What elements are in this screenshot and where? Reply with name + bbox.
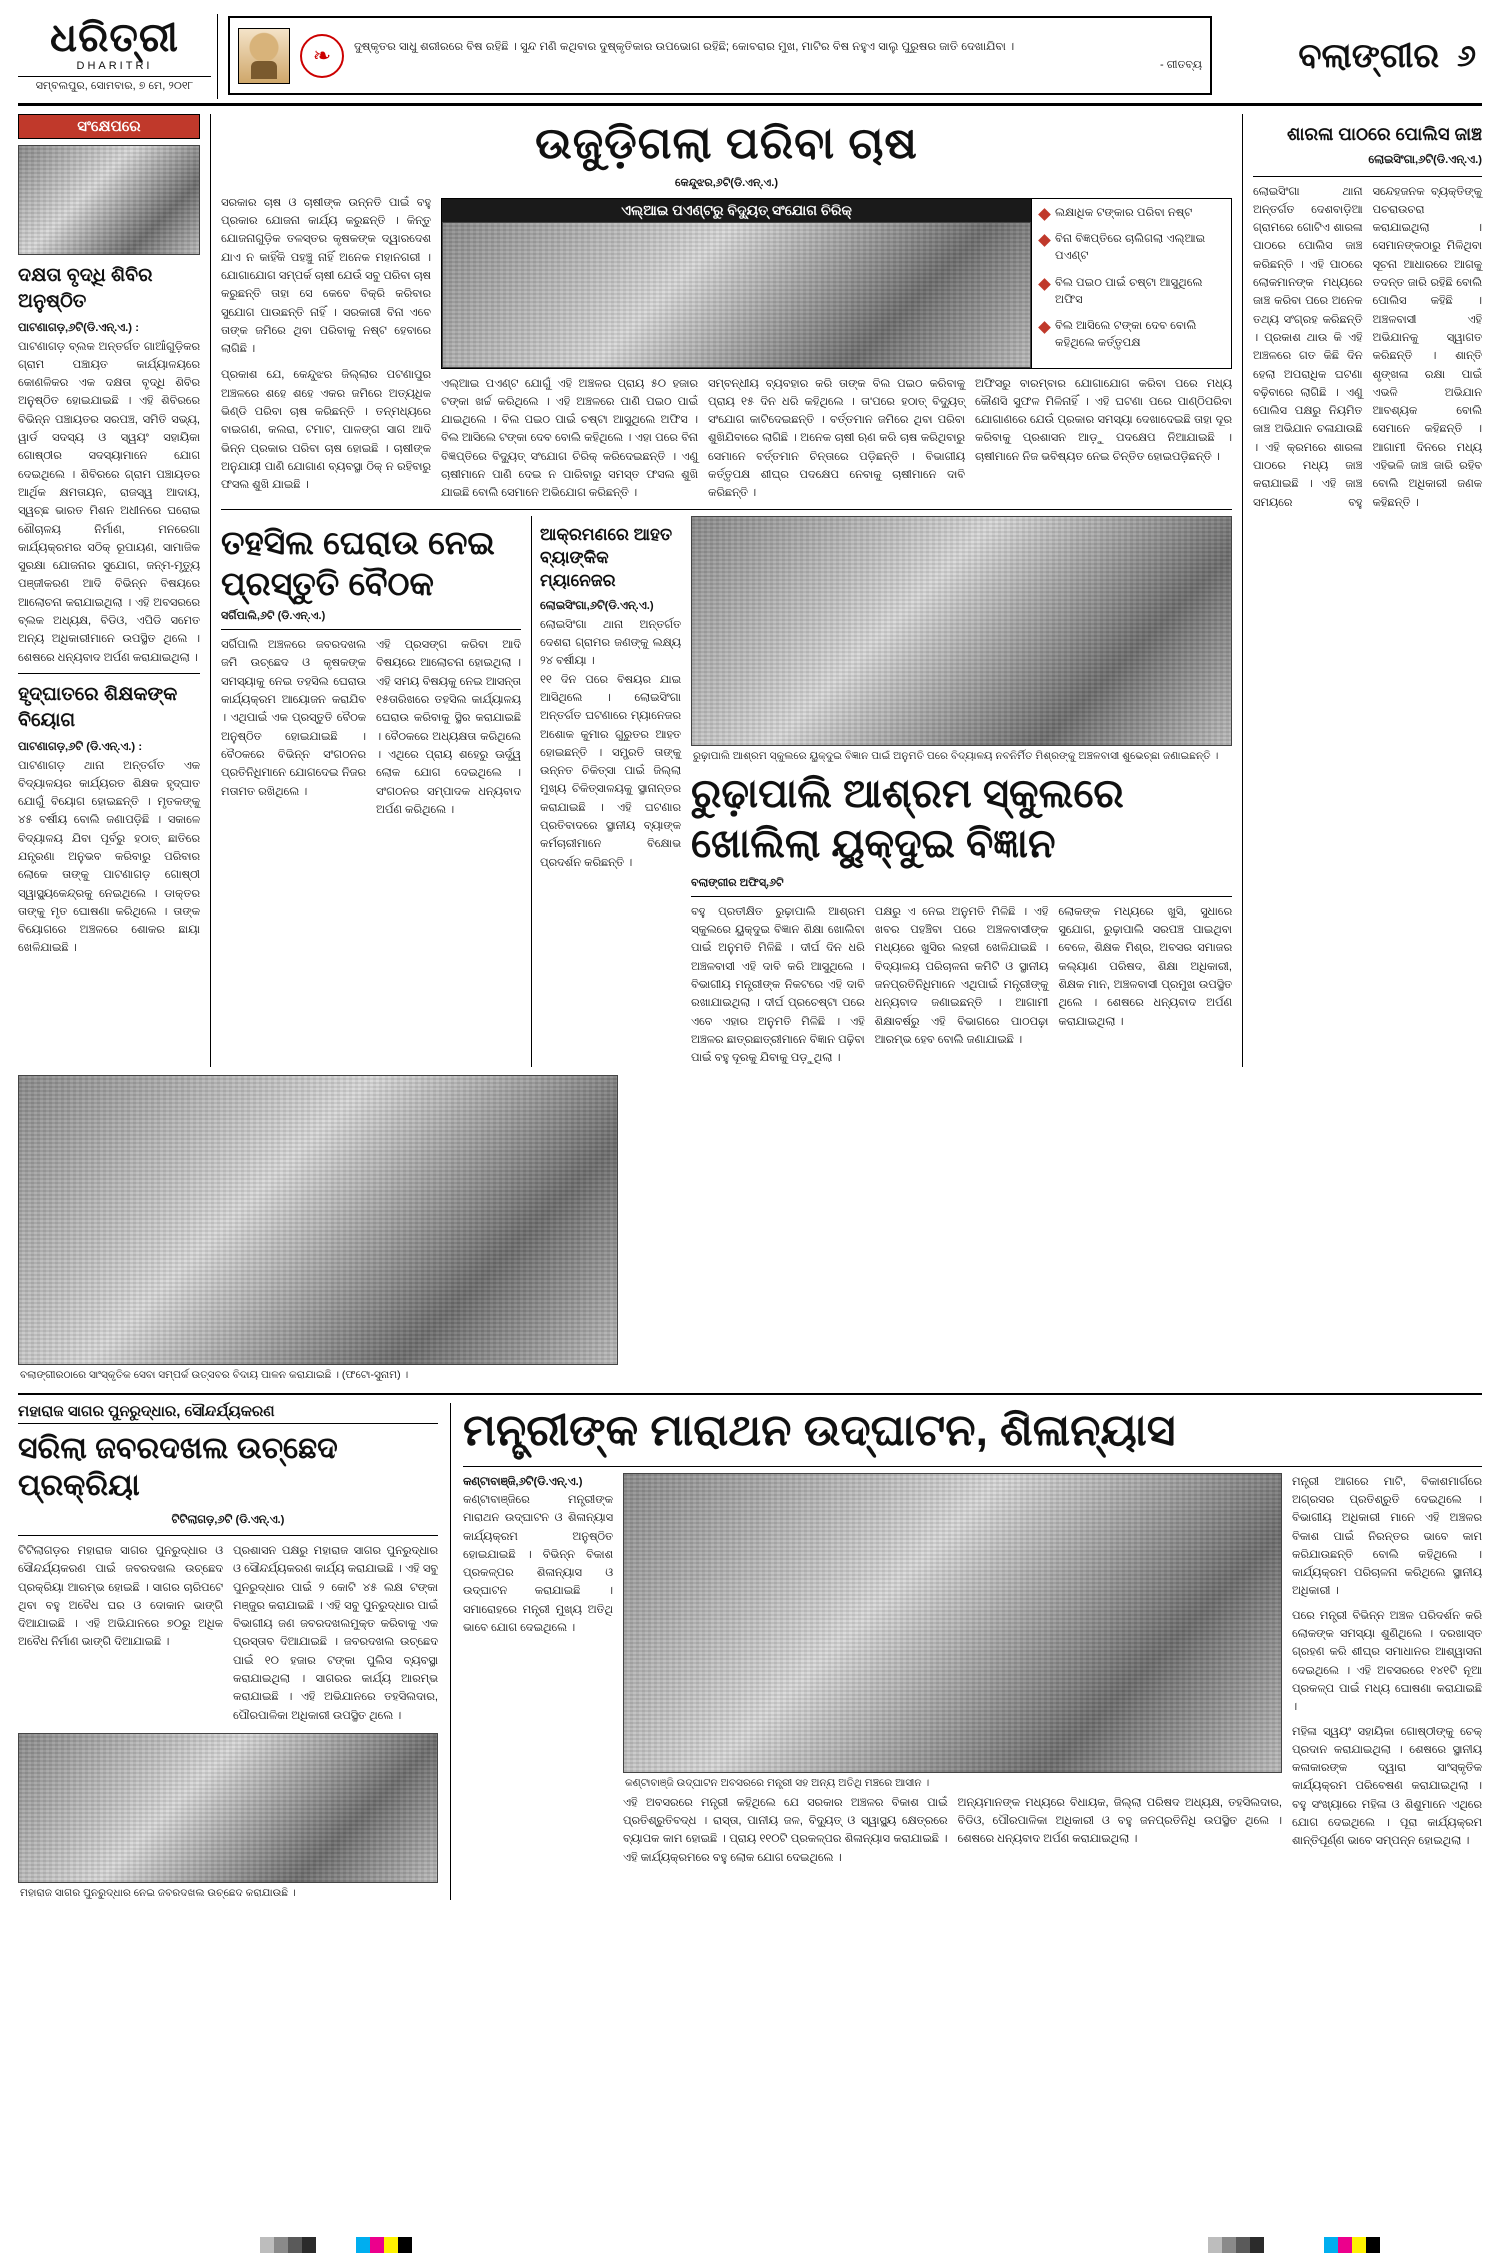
tehsil-headline: ତହସିଲ ଘେରାଉ ନେଇ ପ୍ରସ୍ତୁତି ବୈଠକ xyxy=(221,523,495,602)
school-body-1: ବହୁ ପ୍ରତୀକ୍ଷିତ ରୁଢ଼ାପାଲି ଆଶ୍ରମ ସ୍କୁଲରେ ୟୁକ୍‌ଦୁଇ ବିଜ୍ଞାନ ଶିକ୍ଷା ଖୋଲିବା ପାଇଁ ଅନୁମତି ମିଳିଛି । ଦୀର୍ଘ ଦିନ ଧରି ଅଞ୍ଚଳବାସୀ ଏହି ଦାବି କରି ଆସୁଥିଲେ । ବିଭାଗୀୟ ମନ୍ତ୍ରୀଙ୍କ ନିକଟରେ ଏହି ଦାବି ରଖାଯାଇଥିଲା । ଦୀର୍ଘ ପ୍ରଚେଷ୍ଟା ପରେ ଏବେ ଏହାର ଅନୁମତି ମିଳିଛି । ଏହି ଅଞ୍ଚଳର ଛାତ୍ରଛାତ୍ରୀମାନେ ବିଜ୍ଞାନ ପଢ଼ିବା ପାଇଁ ବହୁ ଦୂରକୁ ଯିବାକୁ ପଡ଼ୁଥିଲା । xyxy=(691,905,865,1065)
edition-name-block xyxy=(1222,14,1482,99)
attack-headline: ଆକ୍ରମଣରେ ଆହତ ବ୍ୟାଙ୍କିକ ମ୍ୟାନେଜର xyxy=(540,524,673,590)
marathon-right-2: ପରେ ମନ୍ତ୍ରୀ ବିଭିନ୍ନ ଅଞ୍ଚଳ ପରିଦର୍ଶନ କରି ଲୋକଙ୍କ ସମସ୍ୟା ଶୁଣିଥିଲେ । ଦରଖାସ୍ତ ଗ୍ରହଣ କରି ଶୀଘ୍ର ସମାଧାନର ଆଶ୍ୱାସନା ଦେଇଥିଲେ । ଏହି ଅବସରରେ ୧୪୧ଟି ନୂଆ ପ୍ରକଳ୍ପ ପାଇଁ ମଧ୍ୟ ଘୋଷଣା କରାଯାଇଛି । xyxy=(1292,1609,1482,1714)
portrait-icon xyxy=(238,28,290,84)
attack-body-1: ଲୋଇସିଂଗା ଥାନା ଅନ୍ତର୍ଗତ ଦେଶରା ଗ୍ରାମର ଜଣଙ୍କୁ ଲକ୍ଷ୍ୟ ୨୪ ବର୍ଷୀୟା । xyxy=(540,618,681,668)
bullet-diamond-icon xyxy=(1038,208,1051,221)
print-registration-bar xyxy=(0,2237,1500,2253)
police-headline: ଶାରଳା ପାଠରେ ପୋଲିସ ଜାଞ୍ଚ xyxy=(1286,124,1482,144)
briefs-photo xyxy=(18,145,200,255)
marathon-right-1: ମନ୍ତ୍ରୀ ଆଗରେ ମାଟି, ବିକାଶମାର୍ଗରେ ଅଗ୍ରସର ପ୍ରତିଶ୍ରୁତି ଦେଇଥିଲେ । ବିଭାଗୀୟ ଅଧିକାରୀ ମାନେ ଏହି ଅଞ୍ଚଳର ବିକାଶ ପାଇଁ ନିରନ୍ତର ଭାବେ କାମ କରିଯାଉଛନ୍ତି ବୋଲି କହିଥିଲେ । କାର୍ଯ୍ୟକ୍ରମ ପରିଚାଳନା କରିଥିଲେ ସ୍ଥାନୀୟ ଅଧିକାରୀ । xyxy=(1292,1475,1482,1598)
emblem-icon: ❧ xyxy=(300,34,344,78)
sarila-headline: ସରିଲା ଜବରଦଖଲ ଉଚ୍ଛେଦ ପ୍ରକ୍ରିୟା xyxy=(18,1431,338,1503)
logo-oriya-title: ଧରିତ୍ରୀ xyxy=(50,16,179,60)
left-column xyxy=(18,114,200,1067)
brief-1-byline: ପାଟଣାଗଡ଼,୬ଟି(ଡି.ଏନ୍.ଏ.) : xyxy=(18,322,139,335)
marathon-photo-caption: କଣ୍ଟାବାଞ୍ଜି ଉଦ୍‌ଘାଟନ ଅବସରରେ ମନ୍ତ୍ରୀ ସହ ଅନ୍ୟ ଅତିଥି ମଞ୍ଚରେ ଆସୀନ । xyxy=(625,1776,930,1789)
sarila-story xyxy=(18,1403,438,1900)
attack-story xyxy=(531,516,681,1068)
dance-photo-row xyxy=(18,1075,1482,1382)
marathon-right-3: ମହିଳା ସ୍ୱୟଂ ସହାୟିକା ଗୋଷ୍ଠୀଙ୍କୁ ଚେକ୍ ପ୍ରଦାନ କରାଯାଇଥିଲା । ଶେଷରେ ସ୍ଥାନୀୟ କଳାକାରଙ୍କ ଦ୍ୱାରା ସାଂସ୍କୃତିକ କାର୍ଯ୍ୟକ୍ରମ ପରିବେଷଣ କରାଯାଇଥିଲା । ବହୁ ସଂଖ୍ୟାରେ ମହିଳା ଓ ଶିଶୁମାନେ ଏଥିରେ ଯୋଗ ଦେଇଥିଲେ । ପୂରା କାର୍ଯ୍ୟକ୍ରମ ଶାନ୍ତିପୂର୍ଣ୍ଣ ଭାବେ ସମ୍ପନ୍ନ ହୋଇଥିଲା । xyxy=(1292,1725,1482,1848)
lead-photo xyxy=(442,222,1031,368)
sarila-body-1: ଟିଟିଲାଗଡ଼ର ମହାରାଜ ସାଗର ପୁନରୁଦ୍ଧାର ଓ ସୌନ୍ଦର୍ଯ୍ୟକରଣ ପାଇଁ ଜବରଦଖଲ ଉଚ୍ଛେଦ ପ୍ରକ୍ରିୟା ଆରମ୍ଭ ହୋଇଛି । ସାଗର ଚାରିପଟେ ଥିବା ବହୁ ଅବୈଧ ଘର ଓ ଦୋକାନ ଭାଙ୍ଗି ଦିଆଯାଇଛି । ଏହି ଅଭିଯାନରେ ୭୦ରୁ ଅଧିକ ଅବୈଧ ନିର୍ମାଣ ଭାଙ୍ଗି ଦିଆଯାଇଛି । xyxy=(18,1544,223,1649)
list-item xyxy=(1040,318,1225,353)
top-section xyxy=(18,114,1482,1067)
attack-body-2: ୧୧ ଦିନ ପରେ ବିଷୟର ଯାଇ ଆସିଥିଲେ । ଲୋଇସିଂଗା ଅନ୍ତର୍ଗତ ଘଟଣାରେ ମ୍ୟାନେଜର ଅଶୋକ କୁମାର ଗୁରୁତର ଆହତ ହୋଇଛନ୍ତି । ସମ୍ପ୍ରତି ତାଙ୍କୁ ଉନ୍ନତ ଚିକିତ୍ସା ପାଇଁ ଜିଲ୍ଲା ମୁଖ୍ୟ ଚିକିତ୍ସାଳୟକୁ ସ୍ଥାନାନ୍ତର କରାଯାଇଛି । ଏହି ଘଟଣାର ପ୍ରତିବାଦରେ ସ୍ଥାନୀୟ ବ୍ୟାଙ୍କ କର୍ମଚାରୀମାନେ ବିକ୍ଷୋଭ ପ୍ରଦର୍ଶନ କରିଛନ୍ତି । xyxy=(540,673,681,869)
sarila-byline: ଟିଟିଲାଗଡ଼,୬ଟି (ଡି.ଏନ୍.ଏ.) xyxy=(171,1513,285,1526)
bullet-diamond-icon xyxy=(1038,321,1051,334)
quote-box xyxy=(228,16,1212,95)
lead-body-1: ସରକାର ଚାଷ ଓ ଚାଷୀଙ୍କ ଉନ୍ନତି ପାଇଁ ବହୁ ପ୍ରକାର ଯୋଜନା କାର୍ଯ୍ୟ କରୁଛନ୍ତି । କିନ୍ତୁ ଯୋଜନାଗୁଡ଼ିକ ତଳସ୍ତର କୃଷକଙ୍କ ଦ୍ୱାରଦେଶ ଯାଏ ନ କାହିଁକି ପହଞ୍ଚୁ ନାହିଁ ଅନେକ ମହାନଗରୀ । ଯୋଗାଯୋଗ ସମ୍ପର୍କ ଚାଷୀ ଯେଉଁ ସବୁ ପରିବା ଚାଷ କରୁଛନ୍ତି ତାହା ସେ କେବେ ବିକ୍ରି କରିବାର ସୁଯୋଗ ପାଉଛନ୍ତି ନାହିଁ । ସରକାରୀ ବିନା ଏବେ ତାଙ୍କ ଜମିରେ ଥିବା ପରିବାକୁ ନଷ୍ଟ ହେବାରେ ଲାଗିଛି । xyxy=(221,196,431,356)
bullet-text: ବିଲ ପଇଠ ପାଇଁ ଚଷ୍ଟା ଆସୁଥିଲେ ଅଫିସ xyxy=(1055,276,1203,306)
tehsil-body-2: ଏହି ପ୍ରସଙ୍ଗ କରିବା ଆଦି ବିଷୟରେ ଆଲୋଚନା ହୋଇଥିଲା । ଏହି ସମୟ ବିଷୟକୁ ନେଇ ଆସନ୍ତା ୧୫ତାରିଖରେ ତହସିଲ କାର୍ଯ୍ୟାଳୟ ଘେରାଉ କରିବାକୁ ସ୍ଥିର କରାଯାଇଛି । ବୈଠକରେ ଅଧ୍ୟକ୍ଷତା କରିଥିଲେ । ଏଥିରେ ପ୍ରାୟ ଶହେରୁ ଊର୍ଦ୍ଧ୍ୱ ଲୋକ ଯୋଗ ଦେଇଥିଲେ । ସଂଗଠନର ସମ୍ପାଦକ ଧନ୍ୟବାଦ ଅର୍ପଣ କରିଥିଲେ । xyxy=(376,639,521,816)
marathon-story xyxy=(450,1403,1482,1900)
police-body-4: ଶାନ୍ତି ଶୃଙ୍ଖଳା ରକ୍ଷା ପାଇଁ ଏଭଳି ଅଭିଯାନ ଆବଶ୍ୟକ ବୋଲି ସେମାନେ କହିଛନ୍ତି । ଆଗାମୀ ଦିନରେ ମଧ୍ୟ ଏହିଭଳି ଜାଞ୍ଚ ଜାରି ରହିବ ବୋଲି ଅଧିକାରୀ ଜଣକ କହିଛନ୍ତି । xyxy=(1372,350,1483,509)
sarila-body-2: ପ୍ରଶାସନ ପକ୍ଷରୁ ମହାରାଜ ସାଗର ପୁନରୁଦ୍ଧାର ଓ ସୌନ୍ଦର୍ଯ୍ୟକରଣ କାର୍ଯ୍ୟ କରାଯାଇଛି । ଏହି ସବୁ ପୁନରୁଦ୍ଧାର ପାଇଁ ୨ କୋଟି ୪୫ ଲକ୍ଷ ଟଙ୍କା ମଞ୍ଜୁର କରାଯାଇଛି । ଏହି ସବୁ ପୁନରୁଦ୍ଧାର ପାଇଁ ବିଭାଗୀୟ ଜଣ ଜବରଦଖଲମୁକ୍ତ କରିବାକୁ ଏକ ପ୍ରସ୍ତାବ ଦିଆଯାଇଛି । ଜବରଦଖଲ ଉଚ୍ଛେଦ ପାଇଁ ୧୦ ହଜାର ଟଙ୍କା ପୁଲିସ ବ୍ୟବସ୍ଥା କରାଯାଇଥିଲା । ସାଗରର କାର୍ଯ୍ୟ ଆରମ୍ଭ କରାଯାଇଛି । ଏହି ଅଭିଯାନରେ ତହସିଲଦାର, ପୌରପାଳିକା ଅଧିକାରୀ ଉପସ୍ଥିତ ଥିଲେ । xyxy=(233,1544,438,1722)
marathon-headline: ମନ୍ତ୍ରୀଙ୍କ ମାରାଥନ ଉଦ୍‌ଘାଟନ, ଶିଳାନ୍ୟାସ xyxy=(463,1405,1176,1455)
bottom-section xyxy=(18,1403,1482,1900)
attack-byline: ଲୋଇସିଂଗା,୬ଟି(ଡି.ଏନ୍.ଏ.) xyxy=(540,600,654,613)
brief-1-body: ପାଟଣାଗଡ଼ ବ୍ଲକ ଅନ୍ତର୍ଗତ ଗାଆଁଗୁଡ଼ିକର ଗ୍ରାମ ପଞ୍ଚାୟତ କାର୍ଯ୍ୟାଳୟରେ କୋଣଳିକର ଏକ ଦକ୍ଷତା ବୃଦ୍ଧି ଶିବିର ଅନୁଷ୍ଠିତ ହୋଇଯାଇଛି । ଏହି ଶିବିରରେ ବିଭିନ୍ନ ପଞ୍ଚାୟତର ସରପଞ୍ଚ, ସମିତି ସଭ୍ୟ, ୱାର୍ଡ ସଦସ୍ୟ ଓ ସ୍ୱୟଂ ସହାୟିକା ଗୋଷ୍ଠୀର ସଦସ୍ୟାମାନେ ଯୋଗ ଦେଇଥିଲେ । ଶିବିରରେ ଗ୍ରାମ ପଞ୍ଚାୟତର ଆର୍ଥିକ କ୍ଷମତାୟନ, ରାଜସ୍ୱ ଆଦାୟ, ସ୍ୱଚ୍ଛ ଭାରତ ମିଶନ ଅଧୀନରେ ଘରୋଇ ଶୌଚାଳୟ ନିର୍ମାଣ, ମନରେଗା କାର୍ଯ୍ୟକ୍ରମର ସଠିକ୍ ରୂପାୟଣ, ସାମାଜିକ ସୁରକ୍ଷା ଯୋଜନାର ସୁଯୋଗ, ଜନ୍ମ-ମୃତ୍ୟୁ ପଞ୍ଜୀକରଣ ଆଦି ବିଭିନ୍ନ ବିଷୟରେ ଆଲୋଚନା କରାଯାଇଥିଲା । ଏହି ଅବସରରେ ବ୍ଲକ ଅଧ୍ୟକ୍ଷ, ବିଡିଓ, ଏପିଡି ସମେତ ଅନ୍ୟ ଅଧିକାରୀମାନେ ଉପସ୍ଥିତ ଥିଲେ । ଶେଷରେ ଧନ୍ୟବାଦ ଅର୍ପଣ କରାଯାଇଥିଲା । xyxy=(18,340,200,664)
lead-body-4: ସମ୍ବନ୍ଧୀୟ ବ୍ୟବହାର କରି ତାଙ୍କ ବିଲ ପଇଠ କରିବାକୁ ପ୍ରାୟ ୧୫ ଦିନ ଧରି କହିଥିଲେ । ତା'ପରେ ହଠାତ୍ ବିଦ୍ୟୁତ୍ ସଂଯୋଗ କାଟିଦେଇଛନ୍ତି । ବର୍ତ୍ତମାନ ଜମିରେ ଥିବା ପରିବା ଶୁଖିଯିବାରେ ଲାଗିଛି । ଅନେକ ଚାଷୀ ଋଣ କରି ଚାଷ କରିଥିବାରୁ ସେମାନେ ବର୍ତ୍ତମାନ ଚିନ୍ତାରେ ପଡ଼ିଛନ୍ତି । ବିଭାଗୀୟ କର୍ତ୍ତୃପକ୍ଷ ଶୀଘ୍ର ପଦକ୍ଷେପ ନେବାକୁ ଚାଷୀମାନେ ଦାବି କରିଛନ୍ତି । xyxy=(708,377,965,500)
feature-title: ଏଲ୍‌ଆଇ ପଏଣ୍ଟରୁ ବିଦ୍ୟୁତ୍ ସଂଯୋଗ ଚିରିକ୍ xyxy=(442,199,1031,222)
lead-feature-block xyxy=(441,198,1232,369)
group-photo-caption: ରୁଢ଼ାପାଲି ଆଶ୍ରମ ସ୍କୁଲରେ ୟୁକ୍‌ଦୁଇ ବିଜ୍ଞାନ ପାଇଁ ଅନୁମତି ପରେ ବିଦ୍ୟାଳୟ ନବନିର୍ମିତ ମିଶ୍ରଙ୍କୁ ଅଞ୍ଚଳବାସୀ ଶୁଭେଚ୍ଛା ଜଣାଇଛନ୍ତି । xyxy=(693,749,1219,762)
marathon-photo xyxy=(623,1473,1282,1773)
marathon-body-2: ଏହି ଅବସରରେ ମନ୍ତ୍ରୀ କହିଥିଲେ ଯେ ସରକାର ଅଞ୍ଚଳର ବିକାଶ ପାଇଁ ପ୍ରତିଶ୍ରୁତିବଦ୍ଧ । ରାସ୍ତା, ପାନୀୟ ଜଳ, ବିଦ୍ୟୁତ୍ ଓ ସ୍ୱାସ୍ଥ୍ୟ କ୍ଷେତ୍ରରେ ବ୍ୟାପକ କାମ ହୋଇଛି । ପ୍ରାୟ ୧୧୦ଟି ପ୍ରକଳ୍ପର ଶିଳାନ୍ୟାସ କରାଯାଇଛି । ଏହି କାର୍ଯ୍ୟକ୍ରମରେ ବହୁ ଲୋକ ଯୋଗ ଦେଇଥିଲେ । xyxy=(623,1796,948,1864)
page-number: ୬ xyxy=(1457,39,1476,73)
bullet-text: ବିଲ ଆସିଲେ ଟଙ୍କା ଦେବ ବୋଲି କହିଥିଲେ କର୍ତ୍ତୃପକ୍ଷ xyxy=(1055,320,1197,350)
lead-body-2: ପ୍ରକାଶ ଯେ, କେନ୍ଦୁଝର ଜିଲ୍ଲାର ପଟଣାପୁର ଅଞ୍ଚଳରେ ଶହେ ଶହେ ଏକର ଜମିରେ ଅତ୍ୟଧିକ ଭିଣ୍ଡି ପରିବା ଚାଷ କରିଛନ୍ତି । ତନ୍ମଧ୍ୟରେ ବାଇଗଣ, କଲରା, ଟମାଟ, ପାଳଙ୍ଗ ସାଗ ଆଦି ଭିନ୍ନ ପ୍ରକାର ପରିବା ଚାଷ ହୋଇଛି । ଚାଷୀଙ୍କ ଅନୁଯାୟୀ ପାଣି ଯୋଗାଣ ବ୍ୟବସ୍ଥା ଠିକ୍ ନ ରହିବାରୁ ଫସଲ ଶୁଖି ଯାଇଛି । xyxy=(221,369,431,492)
marathon-body-3: ଅନ୍ୟମାନଙ୍କ ମଧ୍ୟରେ ବିଧାୟକ, ଜିଲ୍ଲା ପରିଷଦ ଅଧ୍ୟକ୍ଷ, ତହସିଲଦାର, ବିଡିଓ, ପୌରପାଳିକା ଅଧିକାରୀ ଓ ବହୁ ଜନପ୍ରତିନିଧି ଉପସ୍ଥିତ ଥିଲେ । ଶେଷରେ ଧନ୍ୟବାଦ ଅର୍ପଣ କରାଯାଇଥିଲା । xyxy=(957,1796,1282,1846)
school-body-3: ଲୋକଙ୍କ ମଧ୍ୟରେ ଖୁସି, ସୁଧାରେ ସୁଯୋଗ, ରୁଢ଼ାପାଲି ସରପଞ୍ଚ ପାଇଥିବା ବେଳେ, ଶିକ୍ଷକ ମିଶ୍ର, ଅବସର ସମାଜର କଲ୍ୟାଣ ପରିଷଦ, ଶିକ୍ଷା ଅଧିକାରୀ, ଶିକ୍ଷକ ମାନ, ଅଞ୍ଚଳବାସୀ ପ୍ରମୁଖ ଉପସ୍ଥିତ ଥିଲେ । ଶେଷରେ ଧନ୍ୟବାଦ ଅର୍ପଣ କରାଯାଇଥିଲା । xyxy=(1058,905,1233,1028)
school-headline: ରୁଢ଼ାପାଲି ଆଶ୍ରମ ସ୍କୁଲରେ ଖୋଲିଲା ୟୁକ୍‌ଦୁଇ ବିଜ୍ଞାନ xyxy=(691,771,1124,866)
quote-text: ଦୁଷ୍କୃତର ସାଧୁ ଶରୀରରେ ବିଷ ରହିଛି । ସୁନ୍ଦ ମଣି କଥିବାର ଦୁଷ୍କୃତିକାର ଉପଭୋଗ ରହିଛି; କୋବରାର ମୁଖ, ମାଟିର ବିଷ ନହୁଏ ସାଲୁ ପୁରୁଷର ଜାତି ଦେଖାଯିବା । xyxy=(354,41,1015,54)
bullet-text: ଲକ୍ଷାଧିକ ଟଙ୍କାର ପରିବା ନଷ୍ଟ xyxy=(1055,206,1193,219)
sarila-kicker: ମହାରାଜ ସାଗର ପୁନରୁଦ୍ଧାର, ସୌନ୍ଦର୍ଯ୍ୟକରଣ xyxy=(18,1403,438,1424)
police-body-2: ପ୍ରକାଶ ଥାଉ କି ଏହି ଅଞ୍ଚଳରେ ଗତ କିଛି ଦିନ ହେଲା ଅପରାଧିକ ଘଟଣା ବଢ଼ିବାରେ ଲାଗିଛି । ଏଣୁ ପୋଲିସ ପକ୍ଷରୁ ନିୟମିତ ଜାଞ୍ଚ ଅଭିଯାନ ଚଳାଯାଉଛି । ଏହି କ୍ରମରେ ଶାରଳା ପାଠରେ ମଧ୍ୟ ଜାଞ୍ଚ କରାଯାଇଛି । xyxy=(1253,331,1363,491)
brief-2-body: ପାଟଣାଗଡ଼ ଥାନା ଅନ୍ତର୍ଗତ ଏକ ବିଦ୍ୟାଳୟର କାର୍ଯ୍ୟରତ ଶିକ୍ଷକ ହୃଦ୍‌ଘାତ ଯୋଗୁଁ ବିୟୋଗ ହୋଇଛନ୍ତି । ମୃତକଙ୍କୁ ୪୫ ବର୍ଷୀୟ ବୋଲି ଜଣାପଡ଼ିଛି । ସକାଳେ ବିଦ୍ୟାଳୟ ଯିବା ପୂର୍ବରୁ ହଠାତ୍ ଛାତିରେ ଯନ୍ତ୍ରଣା ଅନୁଭବ କରିବାରୁ ପରିବାର ଲୋକେ ତାଙ୍କୁ ପାଟଣାଗଡ଼ ଗୋଷ୍ଠୀ ସ୍ୱାସ୍ଥ୍ୟକେନ୍ଦ୍ରକୁ ନେଇଥିଲେ । ଡାକ୍ତର ତାଙ୍କୁ ମୃତ ଘୋଷଣା କରିଥିଲେ । ତାଙ୍କ ବିୟୋଗରେ ଅଞ୍ଚଳରେ ଶୋକର ଛାୟା ଖେଳିଯାଇଛି । xyxy=(18,759,200,955)
quote-author: - ଗୀତବ୍ୟ xyxy=(1160,58,1202,71)
center-column xyxy=(210,114,1232,1067)
dance-photo-caption: ବଲାଙ୍ଗୀରଠାରେ ସାଂସ୍କୃତିକ ସେବା ସମ୍ପର୍କ ଉତ୍ସବର ବିଦାୟ ପାଳନ କରାଯାଇଛି । (ଫଟୋ-ସୁନାମ) । xyxy=(20,1369,409,1382)
edition-date: ସମ୍ବଲପୁର, ସୋମବାର, ୭ ମେ, ୨୦୧୮ xyxy=(18,76,211,93)
sarila-photo-caption: ମହାରାଜ ସାଗର ପୁନରୁଦ୍ଧାର ନେଇ ଜବରଦଖଲ ଉଚ୍ଛେଦ କରାଯାଉଛି । xyxy=(20,1886,296,1899)
briefs-label: ସଂକ୍ଷେପରେ xyxy=(18,114,200,139)
police-body xyxy=(1253,183,1482,512)
bullet-diamond-icon xyxy=(1038,278,1051,291)
school-body-2: ପକ୍ଷରୁ ଏ ନେଇ ଅନୁମତି ମିଳିଛି । ଏହି ଖବର ପହଞ୍ଚିବା ପରେ ଅଞ୍ଚଳବାସୀଙ୍କ ମଧ୍ୟରେ ଖୁସିର ଲହରୀ ଖେଳିଯାଇଛି । ବିଦ୍ୟାଳୟ ପରିଚାଳନା କମିଟି ଓ ସ୍ଥାନୀୟ ଜନପ୍ରତିନିଧିମାନେ ଏଥିପାଇଁ ମନ୍ତ୍ରୀଙ୍କୁ ଧନ୍ୟବାଦ ଜଣାଇଛନ୍ତି । ଆଗାମୀ ଶିକ୍ଷାବର୍ଷରୁ ଏହି ବିଭାଗରେ ପାଠପଢ଼ା ଆରମ୍ଭ ହେବ ବୋଲି ଜଣାଯାଇଛି । xyxy=(874,905,1049,1046)
brief-2-byline: ପାଟଣାଗଡ଼,୬ଟି (ଡି.ଏନ୍.ଏ.) : xyxy=(18,741,143,754)
masthead xyxy=(18,14,1482,106)
bullet-diamond-icon xyxy=(1038,234,1051,247)
police-body-1: ଲୋଇସିଂଗା ଥାନା ଅନ୍ତର୍ଗତ ଦେଶବାଡ଼ିଆ ଗ୍ରାମରେ ଗୋଟିଏ ଶାରଳା ପାଠରେ ପୋଲିସ ଜାଞ୍ଚ କରିଛନ୍ତି । ଏହି ପାଠରେ ଲୋକମାନଙ୍କ ମଧ୍ୟରେ ଜାଞ୍ଚ କରିବା ପରେ ଅନେକ ତଥ୍ୟ ସଂଗ୍ରହ କରିଛନ୍ତି । xyxy=(1253,185,1363,344)
lead-body-5: ଅଫିସରୁ ବାରମ୍ବାର ଯୋଗାଯୋଗ କରିବା ପରେ ମଧ୍ୟ କୌଣସି ସୁଫଳ ମିଳିନାହିଁ । ଏହି ଘଟଣା ପରେ ପାଣ୍ଠିପରିବା ଯୋଗାଣରେ ଯେଉଁ ପ୍ରକାର ସମସ୍ୟା ଦେଖାଦେଇଛି ତାହା ଦୂର କରିବାକୁ ପ୍ରଶାସନ ଆଡ଼ୁ ପଦକ୍ଷେପ ନିଆଯାଇଛି । ଚାଷୀମାନେ ନିଜ ଭବିଷ୍ୟତ ନେଇ ଚିନ୍ତିତ ହୋଇପଡ଼ିଛନ୍ତି । xyxy=(975,377,1232,463)
marathon-body-1: କଣ୍ଟାବାଞ୍ଜିରେ ମନ୍ତ୍ରୀଙ୍କ ମାରାଥନ ଉଦ୍‌ଘାଟନ ଓ ଶିଳାନ୍ୟାସ କାର୍ଯ୍ୟକ୍ରମ ଅନୁଷ୍ଠିତ ହୋଇଯାଇଛି । ବିଭିନ୍ନ ବିକାଶ ପ୍ରକଳ୍ପର ଶିଳାନ୍ୟାସ ଓ ଉଦ୍‌ଘାଟନ କରାଯାଇଛି । ସମାରୋହରେ ମନ୍ତ୍ରୀ ମୁଖ୍ୟ ଅତିଥି ଭାବେ ଯୋଗ ଦେଇଥିଲେ । xyxy=(463,1493,613,1635)
dance-photo xyxy=(18,1075,618,1365)
lead-headline: ଉଜୁଡ଼ିଗଲା ପରିବା ଚାଷ xyxy=(535,119,918,168)
lead-bullet-list xyxy=(1031,199,1231,368)
brief-2-headline: ହୃଦ୍‌ଘାତରେ ଶିକ୍ଷକଙ୍କ ବିୟୋଗ xyxy=(18,683,178,731)
police-body-3: ଏହି ଜାଞ୍ଚ ସମୟରେ ବହୁ ସନ୍ଦେହଜନକ ବ୍ୟକ୍ତିଙ୍କୁ ପଚରାଉଚରା କରାଯାଇଥିଲା । ସେମାନଙ୍କଠାରୁ ମିଳିଥିବା ସୂଚନା ଆଧାରରେ ଆଗକୁ ତଦନ୍ତ ଜାରି ରହିଛି ବୋଲି ପୋଲିସ କହିଛି । ଅଞ୍ଚଳବାସୀ ଏହି ଅଭିଯାନକୁ ସ୍ୱାଗତ କରିଛନ୍ତି । xyxy=(1253,185,1482,509)
publication-logo xyxy=(18,14,218,99)
list-item xyxy=(1040,231,1225,266)
police-byline: ଲୋଇସିଂଗା,୬ଟି(ଡି.ଏନ୍.ଏ.) xyxy=(1368,154,1482,167)
sarila-photo xyxy=(18,1733,438,1883)
bullet-text: ବିନା ବିଜ୍ଞପ୍ତିରେ ଚାଲିଗଲା ଏଲ୍‌ଆଇ ପଏଣ୍ଟ xyxy=(1055,233,1206,263)
brief-1-headline: ଦକ୍ଷତା ବୃଦ୍ଧି ଶିବିର ଅନୁଷ୍ଠିତ xyxy=(18,265,153,312)
list-item xyxy=(1040,275,1225,310)
list-item xyxy=(1040,205,1225,222)
tehsil-byline: ସର୍ଗିପାଲି,୬ଟି (ଡି.ଏନ୍.ଏ.) xyxy=(221,610,326,623)
school-byline: ବଲାଙ୍ଗୀର ଅଫିସ୍,୬ଟି xyxy=(691,876,784,889)
lead-body-3: ଏଲ୍‌ଆଇ ପଏଣ୍ଟ ଯୋଗୁଁ ଏହି ଅଞ୍ଚଳର ପ୍ରାୟ ୫୦ ହଜାର ଟଙ୍କା ଖର୍ଚ୍ଚ କରିଥିଲେ । ଏହି ଅଞ୍ଚଳରେ ପାଣି ପଇଠ ପାଇଁ ଯାଇଥିଲେ । ବିଲ ପଇଠ ପାଇଁ ଚଷ୍ଟା ଆସୁଥିଲେ ଅଫିସ । ବିଲ ଆସିଲେ ଟଙ୍କା ଦେବ ବୋଲି କହିଥିଲେ । ଏହା ପରେ ବିନା ବିଜ୍ଞପ୍ତିରେ ବିଦ୍ୟୁତ୍ ସଂଯୋଗ ଚିରିକ୍ କରିଦେଇଛନ୍ତି । ଏଣୁ ଚାଷୀମାନେ ପାଣି ଦେଇ ନ ପାରିବାରୁ ସମସ୍ତ ଫସଲ ଶୁଖି ଯାଇଛି ବୋଲି ସେମାନେ ଅଭିଯୋଗ କରିଛନ୍ତି । xyxy=(441,377,698,500)
group-photo xyxy=(691,516,1232,746)
lead-byline: କେନ୍ଦୁଝର,୬ଟି(ଡି.ଏନ୍.ଏ.) xyxy=(674,176,779,189)
tehsil-body-1: ସର୍ଗିପାଲି ଅଞ୍ଚଳରେ ଜବରଦଖଲ ଜମି ଉଚ୍ଛେଦ ଓ କୃଷକଙ୍କ ସମସ୍ୟାକୁ ନେଇ ତହସିଲ ଘେରାଉ କାର୍ଯ୍ୟକ୍ରମ ଆୟୋଜନ କରାଯିବ । ଏଥିପାଇଁ ଏକ ପ୍ରସ୍ତୁତି ବୈଠକ ଅନୁଷ୍ଠିତ ହୋଇଯାଇଛି । ବୈଠକରେ ବିଭିନ୍ନ ସଂଗଠନର ପ୍ରତିନିଧିମାନେ ଯୋଗଦେଇ ନିଜର ମତାମତ ରଖିଥିଲେ । xyxy=(221,639,366,798)
school-story xyxy=(691,516,1232,1068)
right-column xyxy=(1242,114,1482,1067)
edition-name: ବଲାଙ୍ଗୀର xyxy=(1298,37,1440,75)
logo-english-title: DHARITRI xyxy=(76,60,153,72)
marathon-byline: କଣ୍ଟାବାଞ୍ଜି,୬ଟି(ଡି.ଏନ୍.ଏ.) xyxy=(463,1475,583,1488)
